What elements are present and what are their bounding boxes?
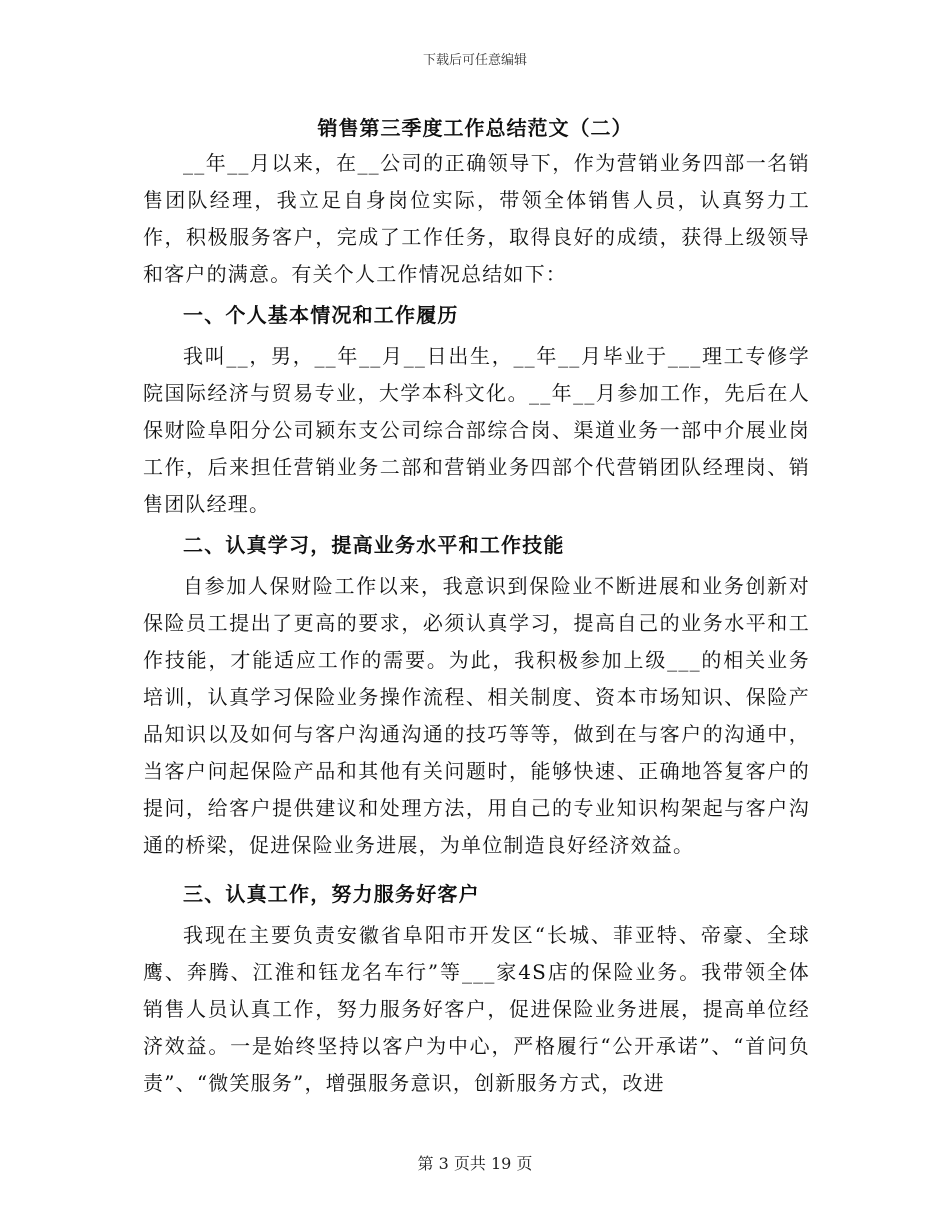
section-heading-1: 一、个人基本情况和工作履历 bbox=[183, 303, 459, 327]
section-body-1: 我叫__，男，__年__月__日出生，__年__月毕业于___理工专修学院国际经济与贸易专业，大学本科文化。__年__月参加工作，先后在人保财险阜阳分公司颍东支公司综合部综合岗、渠道业务一部中介展业岗工作，后来担任营销业务二部和营销业务四部个代营销团队经理岗、销售团队经理。 bbox=[143, 344, 810, 516]
intro-paragraph: __年__月以来，在__公司的正确领导下，作为营销业务四部一名销售团队经理，我立足自身岗位实际，带领全体销售人员，认真努力工作，积极服务客户，完成了工作任务，取得良好的成绩，获得上级领导和客户的满意。有关个人工作情况总结如下： bbox=[143, 151, 810, 286]
section-body-3: 我现在主要负责安徽省阜阳市开发区“长城、菲亚特、帝豪、全球鹰、奔腾、江淮和钰龙名车行”等___家4S店的保险业务。我带领全体销售人员认真工作，努力服务好客户，促进保险业务进展，提高单位经济效益。一是始终坚持以客户为中心，严格履行“公开承诺”、“首问负责”、“微笑服务”，增强服务意识，创新服务方式，改进 bbox=[143, 923, 810, 1095]
header-note: 下载后可任意编辑 bbox=[422, 53, 527, 68]
section-heading-3: 三、认真工作，努力服务好客户 bbox=[183, 882, 480, 906]
page-number: 第 3 页共 19 页 bbox=[417, 1154, 533, 1173]
document-body bbox=[143, 145, 810, 1102]
document-title: 销售第三季度工作总结范文（二） bbox=[317, 116, 633, 140]
section-body-2: 自参加人保财险工作以来，我意识到保险业不断进展和业务创新对保险员工提出了更高的要求，必须认真学习，提高自己的业务水平和工作技能，才能适应工作的需要。为此，我积极参加上级___的相关业务培训，认真学习保险业务操作流程、相关制度、资本市场知识、保险产品知识以及如何与客户沟通沟通的技巧等等，做到在与客户的沟通中，当客户问起保险产品和其他有关问题时，能够快速、正确地答复客户的提问，给客户提供建议和处理方法，用自己的专业知识构架起与客户沟通的桥梁，促进保险业务进展，为单位制造良好经济效益。 bbox=[143, 574, 810, 857]
section-heading-2: 二、认真学习，提高业务水平和工作技能 bbox=[183, 533, 565, 557]
